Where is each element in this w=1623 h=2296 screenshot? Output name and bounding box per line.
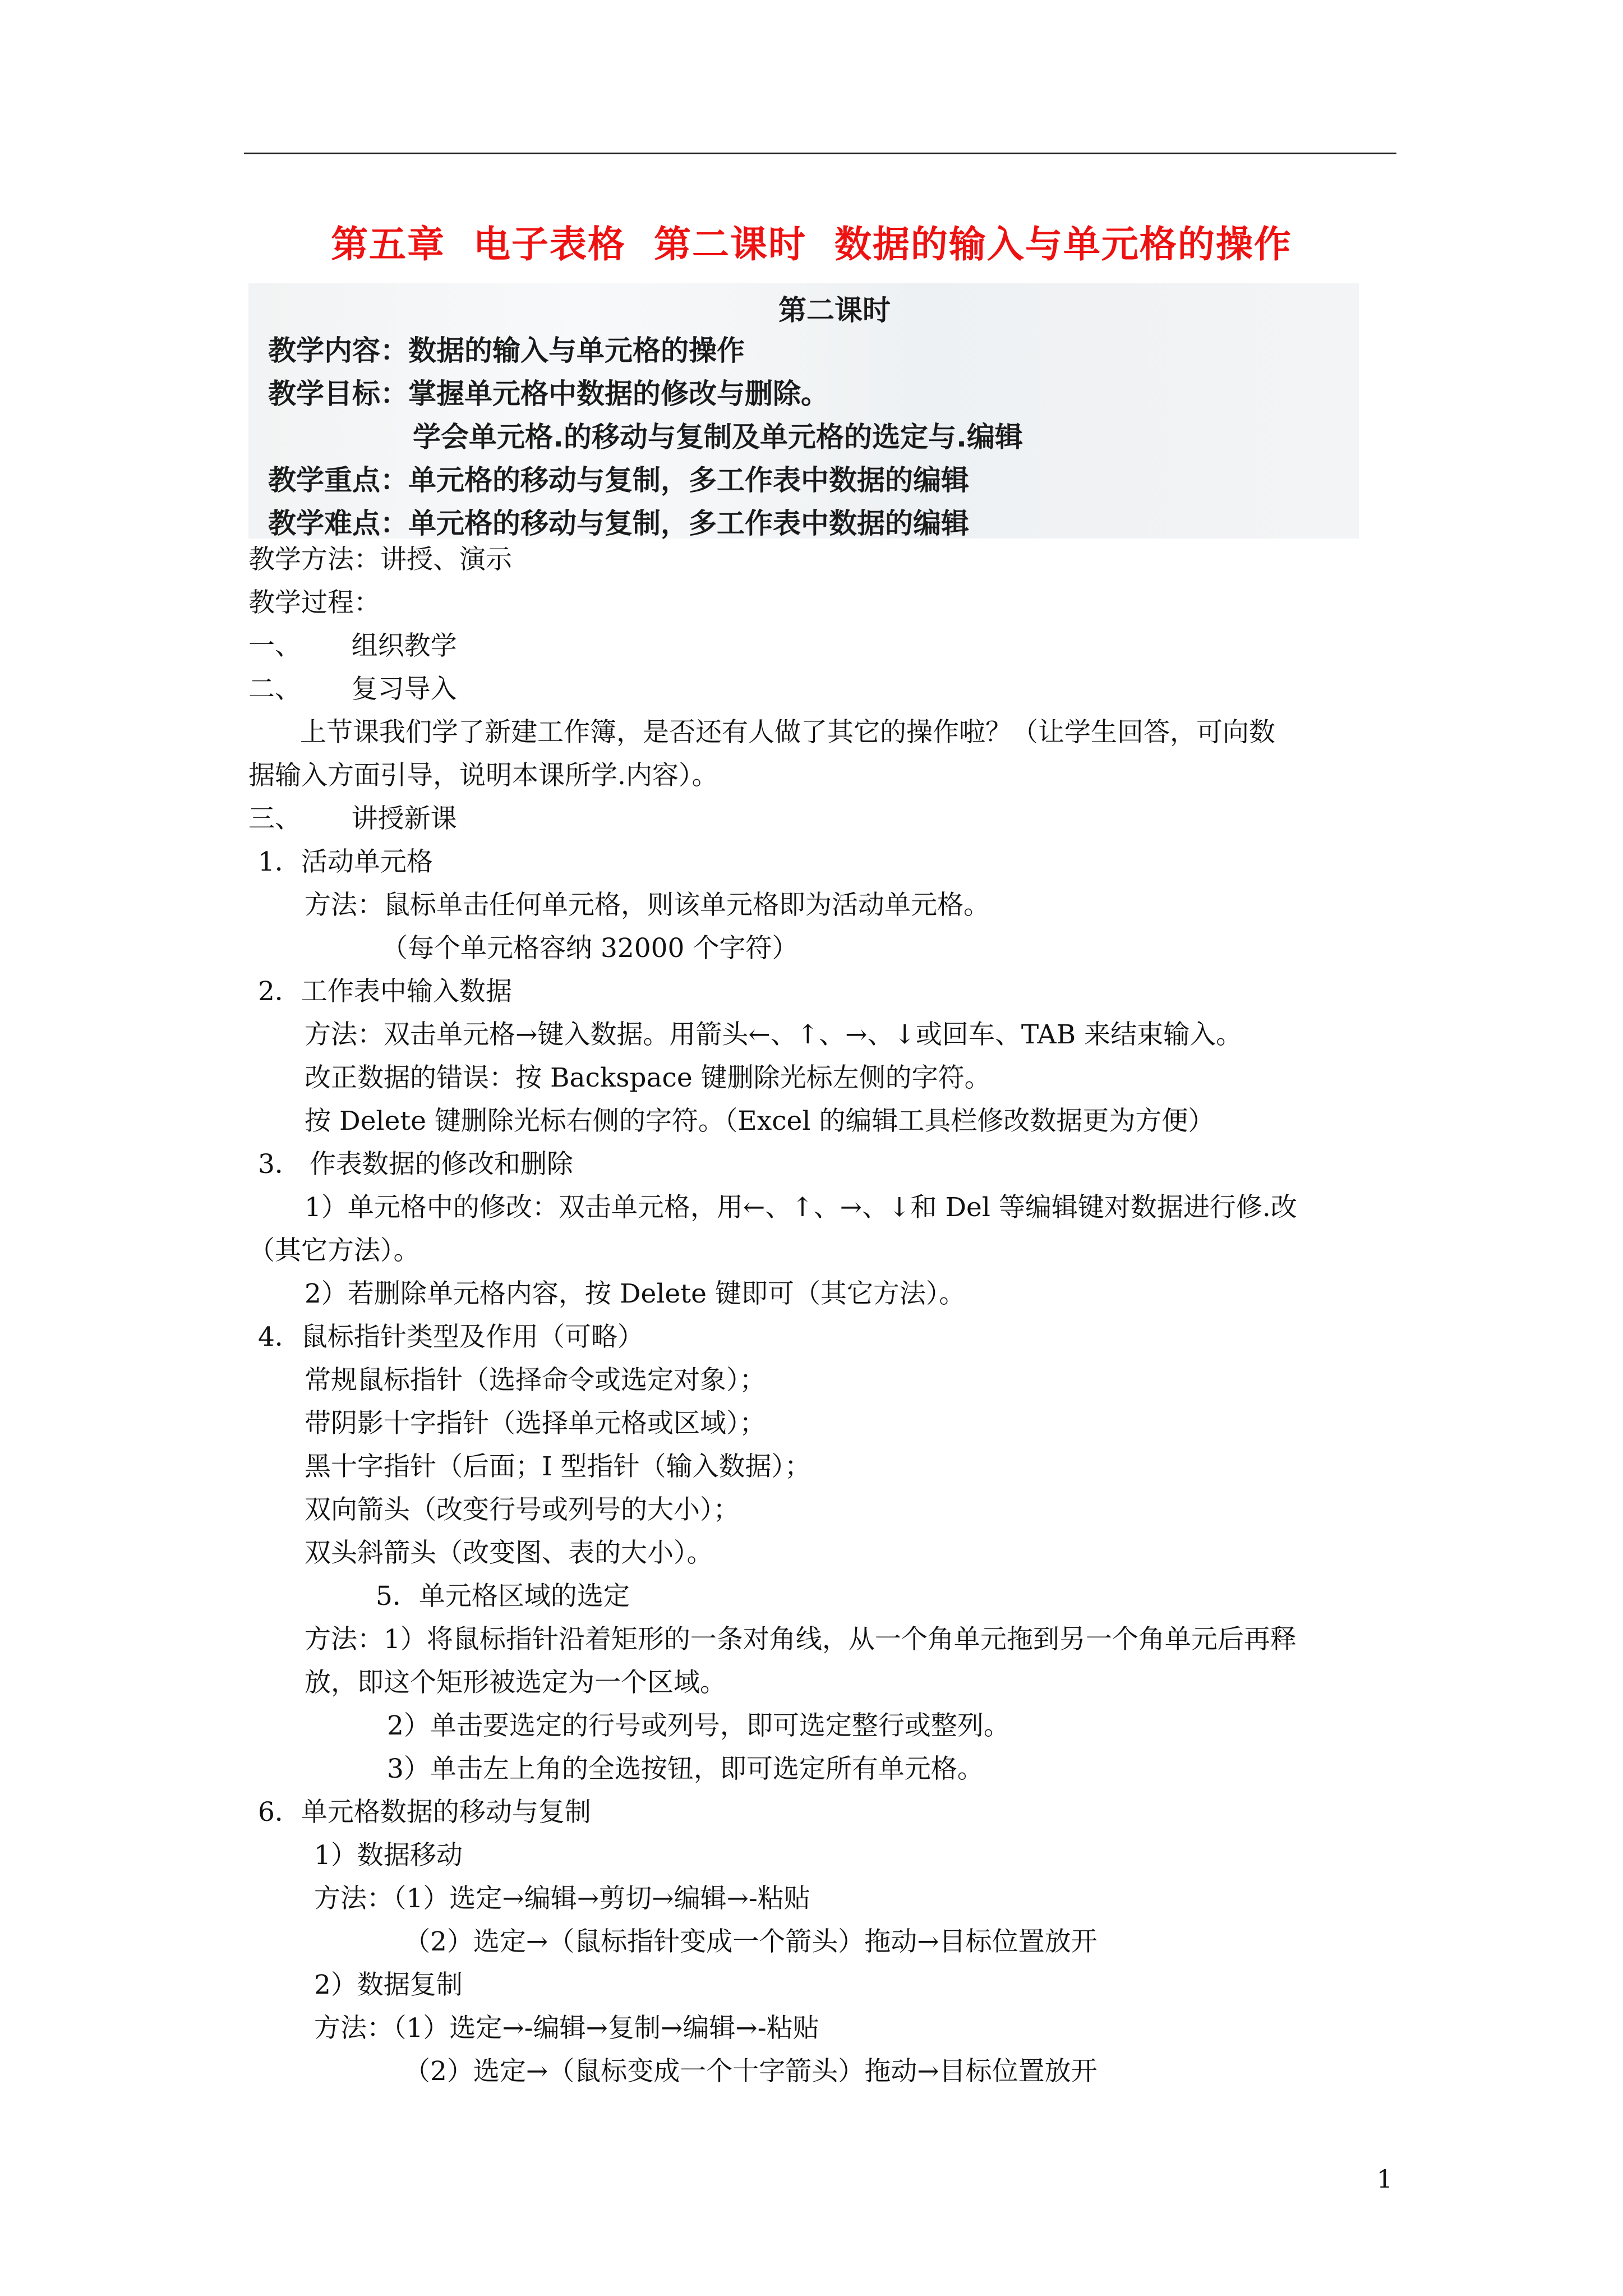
line-move-2: （2）选定→（鼠标指针变成一个箭头）拖动→目标位置放开 [404, 1926, 1098, 1957]
lesson-summary-image [248, 283, 1359, 539]
line-process: 教学过程： [248, 587, 380, 618]
line-item-4: 4．鼠标指针类型及作用（可略） [258, 1322, 644, 1352]
line-item-5-all: 3）单击左上角的全选按钮，即可选定所有单元格。 [387, 1754, 984, 1784]
line-review-1: 上节课我们学了新建工作簿，是否还有人做了其它的操作啦？（让学生回答，可向数 [300, 717, 1275, 748]
banner-row-difficulty: 教学难点：单元格的移动与复制，多工作表中数据的编辑 [268, 507, 969, 540]
line-copy-1: 方法：（1）选定→-编辑→复制→编辑→-粘贴 [314, 2013, 819, 2044]
line-item-5-method: 方法：1）将鼠标指针沿着矩形的一条对角线，从一个角单元拖到另一个角单元后再释 [305, 1624, 1297, 1655]
line-item-3-edit-2: （其它方法）。 [248, 1235, 420, 1266]
banner-row-key: 教学重点：单元格的移动与复制，多工作表中数据的编辑 [268, 464, 969, 496]
line-pointer-diagonal: 双头斜箭头（改变图、表的大小）。 [305, 1538, 713, 1568]
line-item-6: 6．单元格数据的移动与复制 [258, 1797, 591, 1828]
banner-row-content: 教学内容：数据的输入与单元格的操作 [268, 334, 745, 367]
line-pointer-normal: 常规鼠标指针（选择命令或选定对象）； [305, 1365, 766, 1396]
document-title: 第五章 电子表格 第二课时 数据的输入与单元格的操作 [331, 222, 1292, 266]
line-section-2: 二、 复习导入 [248, 674, 457, 705]
banner-heading: 第二课时 [778, 294, 891, 326]
line-item-5: 5．单元格区域的选定 [376, 1581, 630, 1612]
line-item-3: 3． 作表数据的修改和删除 [258, 1149, 573, 1180]
line-move-1: 方法：（1）选定→编辑→剪切→编辑→-粘贴 [314, 1883, 810, 1914]
banner-row-goal: 教学目标：掌握单元格中数据的修改与删除。 [268, 378, 829, 410]
line-item-5-row: 2）单击要选定的行号或列号，即可选定整行或整列。 [387, 1710, 1010, 1741]
line-pointer-double: 双向箭头（改变行号或列号的大小）； [305, 1494, 740, 1525]
line-copy-2: （2）选定→（鼠标变成一个十字箭头）拖动→目标位置放开 [404, 2056, 1098, 2087]
line-item-2-method: 方法：双击单元格→键入数据。用箭头←、↑、→、↓或回车、TAB 来结束输入。 [305, 1019, 1243, 1050]
line-review-2: 据输入方面引导，说明本课所学.内容）。 [248, 760, 718, 791]
line-item-2-delete: 按 Delete 键删除光标右侧的字符。（Excel 的编辑工具栏修改数据更为方便） [305, 1106, 1215, 1137]
page-number: 1 [1377, 2165, 1393, 2194]
line-copy: 2）数据复制 [314, 1970, 463, 2000]
line-pointer-cross: 黑十字指针（后面；I 型指针（输入数据）； [305, 1451, 811, 1482]
line-item-2: 2．工作表中输入数据 [258, 976, 512, 1007]
line-move: 1）数据移动 [314, 1840, 463, 1871]
line-item-2-fix: 改正数据的错误：按 Backspace 键删除光标左侧的字符。 [305, 1062, 991, 1093]
line-item-1-method: 方法：鼠标单击任何单元格，则该单元格即为活动单元格。 [305, 890, 990, 921]
line-item-1: 1．活动单元格 [258, 846, 433, 877]
line-method: 教学方法：讲授、演示 [248, 544, 512, 575]
banner-row-goal-2: 学会单元格.的移动与复制及单元格的选定与.编辑 [413, 421, 1023, 453]
line-section-3: 三、 讲授新课 [248, 803, 457, 834]
line-item-3-edit: 1）单元格中的修改：双击单元格，用←、↑、→、↓和 Del 等编辑键对数据进行修.改 [305, 1192, 1297, 1223]
line-item-5-method-2: 放，即这个矩形被选定为一个区域。 [305, 1667, 726, 1698]
header-rule [244, 153, 1396, 154]
line-pointer-shadow: 带阴影十字指针（选择单元格或区域）； [305, 1408, 766, 1439]
line-item-1-note: （每个单元格容纳 32000 个字符） [381, 933, 799, 964]
line-section-1: 一、 组织教学 [248, 631, 457, 661]
line-item-3-remove: 2）若删除单元格内容，按 Delete 键即可（其它方法）。 [305, 1278, 966, 1309]
